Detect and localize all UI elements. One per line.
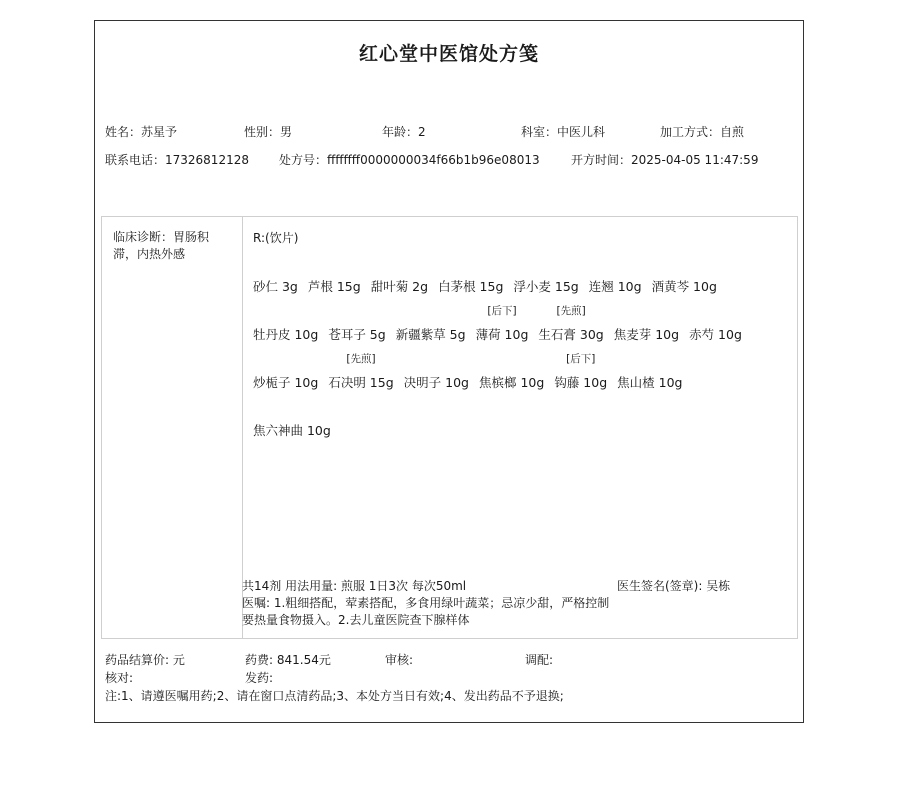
page-title: 红心堂中医馆处方笺: [358, 43, 539, 65]
prescription-number: 处方号：ffffffff0000000034f66b1b96e08013: [279, 153, 540, 167]
rx-label: R:(饮片): [253, 231, 299, 245]
herb-row: [253, 421, 341, 439]
herb-name-dose: 赤芍 10g: [689, 327, 742, 342]
herb-name-dose: 生石膏 30g: [538, 327, 604, 342]
herb-item: [479, 373, 544, 391]
herb-name-dose: 苍耳子 5g: [328, 327, 386, 342]
herb-item: [554, 353, 608, 391]
issue-label: 发药:: [245, 671, 274, 685]
herb-name-dose: 决明子 10g: [403, 375, 469, 390]
settle-price: 药品结算价: 元: [105, 653, 185, 667]
clinical-diagnosis: 临床诊断：胃肠积滞，内热外感: [113, 230, 210, 261]
herb-name-dose: 连翘 10g: [588, 279, 642, 294]
herb-item: [328, 353, 394, 391]
herb-item: [689, 325, 742, 343]
usage-dosage: 共14剂 用法用量: 煎服 1日3次 每次50ml: [242, 579, 467, 593]
herb-item: [253, 325, 318, 343]
herb-name-dose: 甜叶菊 2g: [370, 279, 429, 294]
decoction-note: [先煎]: [346, 353, 376, 365]
contact-phone: 联系电话：17326812128: [105, 153, 249, 167]
decoction-note: [后下]: [487, 305, 517, 317]
herb-name-dose: 浮小麦 15g: [513, 279, 579, 294]
herb-row: [253, 353, 692, 391]
herb-item: [396, 325, 466, 343]
herb-item: [475, 305, 529, 343]
patient-gender: 性别：男: [244, 125, 293, 139]
herb-name-dose: 牡丹皮 10g: [253, 327, 319, 342]
medical-advice: 医嘱: 1.粗细搭配，荤素搭配，多食用绿叶蔬菜；忌凉少甜，严格控制要热量食物摄入。2.去儿童医院查下腺样体: [242, 596, 610, 627]
herb-name-dose: 砂仁 3g: [253, 279, 298, 294]
patient-age: 年龄：2: [382, 125, 426, 139]
herb-name-dose: 焦槟榔 10g: [478, 375, 545, 390]
prescription-time: 开方时间：2025-04-05 11:47:59: [571, 153, 759, 167]
herb-item: [253, 277, 298, 295]
drug-fee: 药费: 841.54元: [245, 653, 331, 667]
herb-row: [253, 277, 727, 295]
department: 科室：中医儿科: [521, 125, 606, 139]
herb-item: [438, 277, 503, 295]
processing-method: 加工方式：自煎: [660, 125, 745, 139]
herb-item: [538, 305, 604, 343]
herb-item: [589, 277, 642, 295]
herb-name-dose: 白茅根 15g: [438, 279, 504, 294]
herb-item: [253, 421, 331, 439]
herb-item: [617, 373, 682, 391]
prescription-body: [101, 216, 798, 639]
herb-name-dose: 焦麦芽 10g: [613, 327, 680, 342]
dispense-label: 调配:: [525, 653, 554, 667]
footer-note: 注:1、请遵医嘱用药;2、请在窗口点清药品;3、本处方当日有效;4、发出药品不予退换;: [105, 689, 564, 703]
herb-name-dose: 焦六神曲 10g: [253, 423, 331, 438]
herb-name-dose: 酒黄芩 10g: [651, 279, 717, 294]
herb-name-dose: 薄荷 10g: [475, 327, 529, 342]
decoction-note: [先煎]: [556, 305, 586, 317]
column-divider: [242, 217, 243, 638]
herb-name-dose: 炒栀子 10g: [253, 375, 319, 390]
patient-name: 姓名：苏星予: [105, 125, 178, 139]
herb-name-dose: 焦山楂 10g: [617, 375, 683, 390]
herb-item: [614, 325, 679, 343]
check-label: 核对:: [105, 671, 134, 685]
herb-item: [253, 373, 318, 391]
herb-name-dose: 芦根 15g: [307, 279, 361, 294]
herb-item: [404, 373, 469, 391]
herb-item: [328, 325, 385, 343]
herb-item: [513, 277, 578, 295]
herb-item: [371, 277, 428, 295]
herb-item: [652, 277, 717, 295]
herb-name-dose: 新疆紫草 5g: [395, 327, 466, 342]
review-label: 审核:: [385, 653, 414, 667]
herb-name-dose: 钩藤 10g: [554, 375, 608, 390]
herb-name-dose: 石决明 15g: [328, 375, 394, 390]
herb-row: [253, 305, 752, 343]
prescription-sheet: [94, 20, 804, 723]
herb-item: [308, 277, 361, 295]
doctor-signature: 医生签名(签章): 吴栋: [617, 579, 731, 593]
decoction-note: [后下]: [566, 353, 596, 365]
